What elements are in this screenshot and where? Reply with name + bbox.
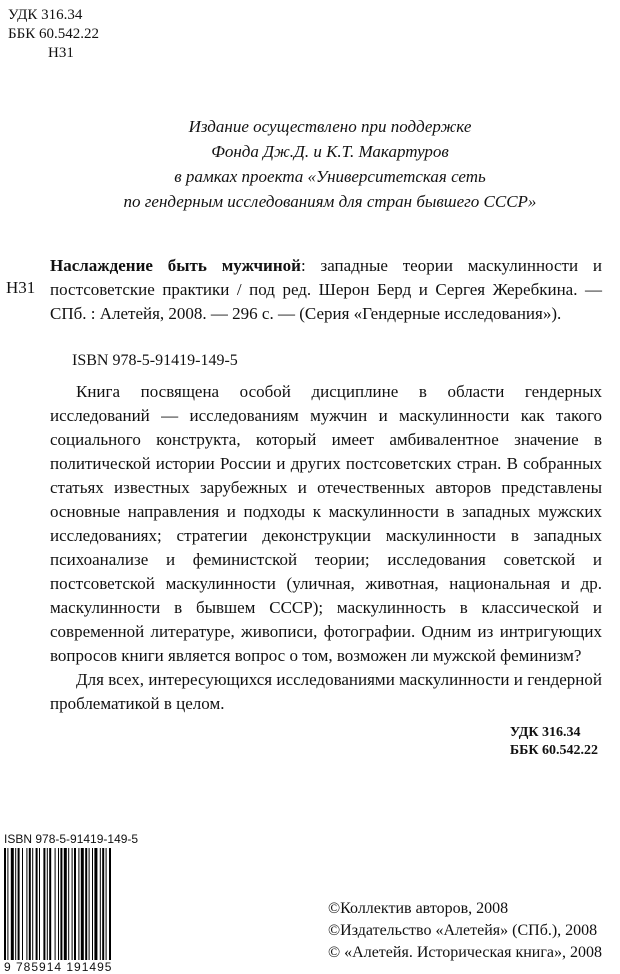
copyright-line: ©Коллектив авторов, 2008: [328, 900, 509, 917]
author-mark: Н31: [48, 45, 74, 61]
udk-code-bottom: УДК 316.34: [509, 725, 581, 740]
barcode-graphic: [4, 848, 140, 960]
bibliographic-details: : западные теории маскулинности и постсоветские практики / под ред. Шерон Берд и Сергея Жеребкина. — СПб. : Алетейя, 2008. — 296 с. — (Серия «Гендерные исследования»).: [50, 256, 602, 323]
copyright-block: [328, 898, 602, 964]
copyright-line: © «Алетейя. Историческая книга», 2008: [328, 944, 603, 961]
barcode-digits: 9 785914 191495: [4, 960, 113, 974]
barcode-isbn-label: ISBN 978-5-91419-149-5: [4, 832, 139, 846]
support-line: Издание осуществлено при поддержке: [188, 117, 472, 136]
barcode-block: [4, 832, 144, 974]
annotation: [50, 380, 602, 716]
support-line: по гендерным исследованиям для стран бывшего СССР»: [123, 192, 537, 211]
udk-code: УДК 316.34: [8, 7, 83, 23]
support-note: [70, 114, 590, 214]
bbk-code-bottom: ББК 60.542.22: [509, 743, 598, 758]
bottom-codes: [510, 724, 598, 760]
header-codes: [8, 6, 99, 63]
annotation-paragraph: Для всех, интересующихся исследованиями маскулинности и гендерной проблематикой в целом.: [50, 670, 602, 713]
book-title: Наслаждение быть мужчиной: [50, 256, 301, 275]
isbn-line: ISBN 978-5-91419-149-5: [72, 352, 238, 369]
copyright-line: ©Издательство «Алетейя» (СПб.), 2008: [328, 922, 598, 939]
annotation-paragraph: Книга посвящена особой дисциплине в области гендерных исследований — исследованиям мужчин и маскулинности как такого социального конструкта, который имеет амбивалентное значение в политической истории России и других постсоветских стран. В собранных статьях известных зарубежных и отечественных авторов представлены основные направления и подходы к маскулинности в западных мужских исследованиях; стратегии деконструкции маскулинности в западных психоанализе и феминистской теории; исследования советской и постсоветской маскулинности (уличная, животная, национальная и др. маскулинности в бывшем СССР); маскулинность в классической и современной литературе, живописи, фотографии. Одним из интригующих вопросов книги является вопрос о том, возможен ли мужской феминизм?: [50, 382, 602, 665]
bibliographic-record: [50, 254, 602, 326]
support-line: Фонда Дж.Д. и К.Т. Макартуров: [211, 142, 449, 161]
bibliographic-side-mark: Н31: [6, 278, 36, 297]
bbk-code: ББК 60.542.22: [8, 26, 99, 42]
support-line: в рамках проекта «Университетская сеть: [174, 167, 486, 186]
